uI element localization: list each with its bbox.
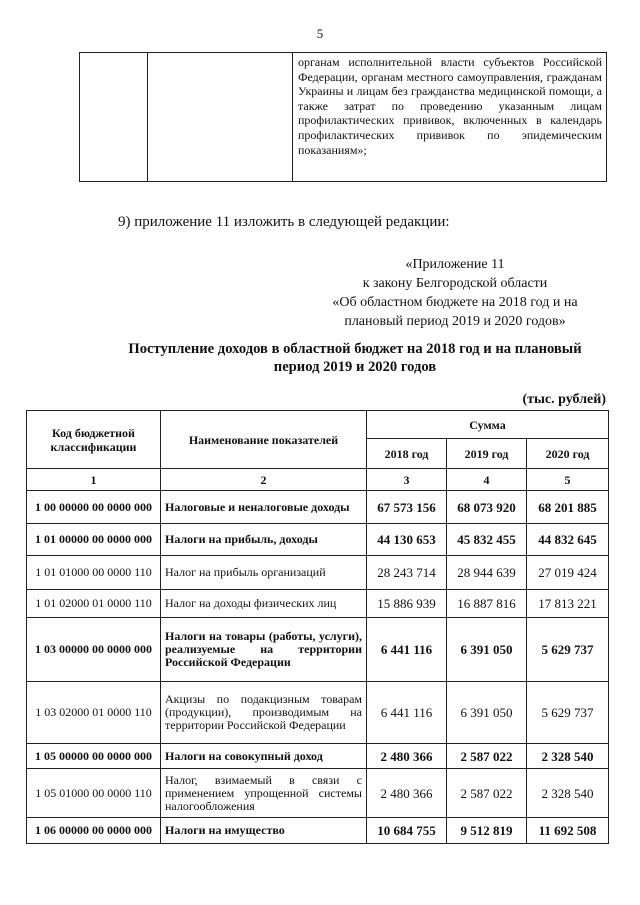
- row-value-2020: 68 201 885: [527, 491, 609, 524]
- row-value-2019: 28 944 639: [447, 556, 527, 590]
- row-value-2018: 6 441 116: [367, 682, 447, 744]
- row-value-2018: 2 480 366: [367, 744, 447, 769]
- continuation-text: органам исполнительной власти субъектов Российской Федерации, органам местного самоуправления, гражданам Украины и лицам без гражданства медицинской помощи, а также затрат по проведению указанным лицам профилактических прививок, включенных в календарь профилактических прививок по эпидемическим показаниям»;: [298, 55, 602, 157]
- row-value-2019: 2 587 022: [447, 744, 527, 769]
- document-title: [100, 340, 610, 376]
- table-row: [27, 818, 609, 844]
- row-code: 1 06 00000 00 0000 000: [27, 818, 161, 844]
- row-value-2018: 28 243 714: [367, 556, 447, 590]
- table-row: [27, 491, 609, 524]
- row-name: Налоги на совокупный доход: [161, 744, 367, 769]
- table-row: [27, 769, 609, 818]
- row-value-2018: 10 684 755: [367, 818, 447, 844]
- row-value-2020: 11 692 508: [527, 818, 609, 844]
- appendix-line-1: «Приложение 11: [405, 257, 505, 272]
- row-code: 1 01 00000 00 0000 000: [27, 524, 161, 556]
- index-col-3: 3: [367, 469, 447, 491]
- row-value-2019: 6 391 050: [447, 682, 527, 744]
- index-col-5: 5: [527, 469, 609, 491]
- row-value-2020: 2 328 540: [527, 744, 609, 769]
- continuation-table: [79, 52, 607, 182]
- row-value-2018: 6 441 116: [367, 618, 447, 682]
- row-name: Налоговые и неналоговые доходы: [161, 491, 367, 524]
- row-value-2019: 16 887 816: [447, 590, 527, 618]
- row-name: Налоги на товары (работы, услуги), реализуемые на территории Российской Федерации: [161, 618, 367, 682]
- index-col-2: 2: [161, 469, 367, 491]
- row-value-2020: 5 629 737: [527, 682, 609, 744]
- title-line-2: период 2019 и 2020 годов: [273, 359, 437, 375]
- appendix-line-2: к закону Белгородской области: [362, 276, 548, 291]
- table-row: [27, 682, 609, 744]
- row-value-2019: 68 073 920: [447, 491, 527, 524]
- row-value-2020: 5 629 737: [527, 618, 609, 682]
- appendix-line-3: «Об областном бюджете на 2018 год и на: [332, 295, 578, 310]
- header-code: Код бюджетной классификации: [27, 411, 161, 469]
- row-value-2018: 44 130 653: [367, 524, 447, 556]
- row-code: 1 05 01000 00 0000 110: [27, 769, 161, 818]
- revenue-table: [26, 410, 609, 844]
- units-label: (тыс. рублей): [522, 392, 606, 407]
- continuation-cell-empty-2: [148, 53, 293, 182]
- table-row: [27, 524, 609, 556]
- row-name: Налоги на имущество: [161, 818, 367, 844]
- row-value-2019: 9 512 819: [447, 818, 527, 844]
- table-row: [27, 556, 609, 590]
- table-row: [27, 744, 609, 769]
- page-number: 5: [316, 26, 324, 41]
- continuation-cell-empty-1: [80, 53, 148, 182]
- row-code: 1 03 00000 00 0000 000: [27, 618, 161, 682]
- appendix-header: [300, 255, 610, 331]
- index-col-4: 4: [447, 469, 527, 491]
- row-code: 1 01 02000 01 0000 110: [27, 590, 161, 618]
- row-value-2020: 2 328 540: [527, 769, 609, 818]
- continuation-cell-text: [293, 53, 607, 182]
- row-value-2020: 27 019 424: [527, 556, 609, 590]
- header-2019: 2019 год: [447, 439, 527, 469]
- row-name: Налог, взимаемый в связи с применением упрощенной системы налогообложения: [161, 769, 367, 818]
- row-value-2019: 45 832 455: [447, 524, 527, 556]
- row-value-2020: 44 832 645: [527, 524, 609, 556]
- row-code: 1 01 01000 00 0000 110: [27, 556, 161, 590]
- row-name: Налог на прибыль организаций: [161, 556, 367, 590]
- header-2020: 2020 год: [527, 439, 609, 469]
- appendix-line-4: плановый период 2019 и 2020 годов»: [344, 314, 566, 329]
- row-value-2018: 2 480 366: [367, 769, 447, 818]
- row-name: Налоги на прибыль, доходы: [161, 524, 367, 556]
- item-9-text: 9) приложение 11 изложить в следующей редакции:: [118, 214, 450, 230]
- row-code: 1 05 00000 00 0000 000: [27, 744, 161, 769]
- header-2018: 2018 год: [367, 439, 447, 469]
- row-value-2020: 17 813 221: [527, 590, 609, 618]
- header-sum: Сумма: [367, 411, 609, 439]
- index-col-1: 1: [27, 469, 161, 491]
- header-name: Наименование показателей: [161, 411, 367, 469]
- title-line-1: Поступление доходов в областной бюджет на 2018 год и на плановый: [128, 341, 582, 357]
- row-value-2018: 67 573 156: [367, 491, 447, 524]
- row-name: Налог на доходы физических лиц: [161, 590, 367, 618]
- row-value-2018: 15 886 939: [367, 590, 447, 618]
- table-row: [27, 618, 609, 682]
- row-code: 1 00 00000 00 0000 000: [27, 491, 161, 524]
- row-value-2019: 2 587 022: [447, 769, 527, 818]
- table-row: [27, 590, 609, 618]
- row-name: Акцизы по подакцизным товарам (продукции), производимым на территории Российской Федерации: [161, 682, 367, 744]
- row-code: 1 03 02000 01 0000 110: [27, 682, 161, 744]
- row-value-2019: 6 391 050: [447, 618, 527, 682]
